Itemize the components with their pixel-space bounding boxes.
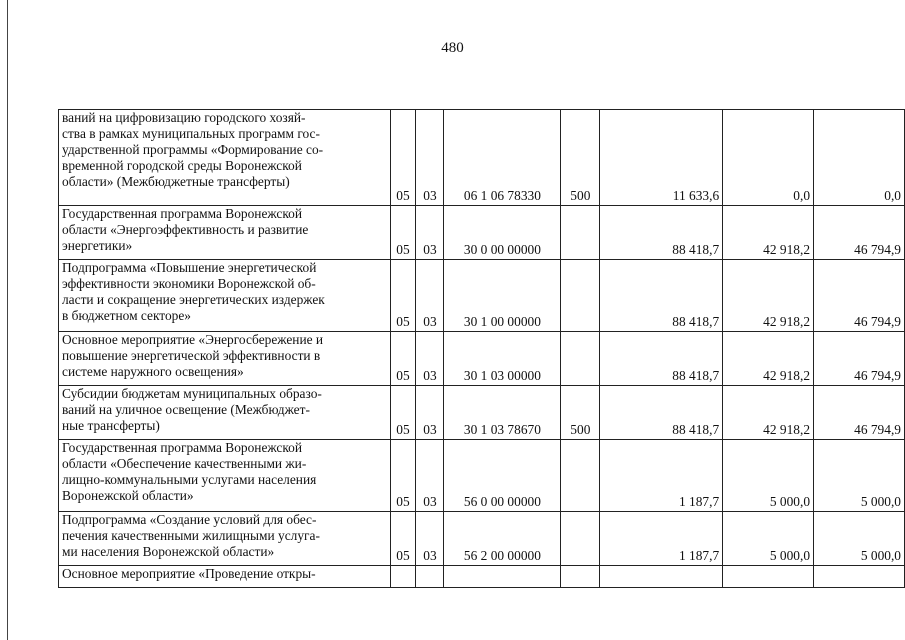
amount-year3-cell: 46 794,9 [814,260,905,332]
table-row [59,260,905,332]
table-row [59,440,905,512]
amount-year1-cell: 88 418,7 [600,332,723,386]
expense-type-code-cell [561,206,600,260]
target-article-code-cell: 30 1 03 78670 [444,386,561,440]
target-article-code-cell: 56 2 00 00000 [444,512,561,566]
amount-year2-cell: 5 000,0 [723,512,814,566]
table-row [59,332,905,386]
section-code-cell: 05 [390,206,416,260]
expense-type-code-cell [561,566,600,588]
row-name-cell: Подпрограмма «Повышение энергетической эффективности экономики Воронежской об- ласти и сокращение энергетических издержек в бюджетном секторе» [59,260,391,332]
amount-year3-cell: 46 794,9 [814,206,905,260]
subsection-code-cell [416,566,444,588]
expense-type-code-cell: 500 [561,110,600,206]
row-name-cell: Основное мероприятие «Энергосбережение и повышение энергетической эффективности в системе наружного освещения» [59,332,391,386]
budget-table-body [59,110,905,588]
amount-year2-cell: 42 918,2 [723,206,814,260]
expense-type-code-cell [561,440,600,512]
amount-year2-cell: 42 918,2 [723,386,814,440]
target-article-code-cell: 30 0 00 00000 [444,206,561,260]
amount-year3-cell: 46 794,9 [814,386,905,440]
subsection-code-cell: 03 [416,260,444,332]
page-number: 480 [441,40,464,56]
target-article-code-cell: 56 0 00 00000 [444,440,561,512]
amount-year2-cell: 0,0 [723,110,814,206]
amount-year2-cell: 42 918,2 [723,260,814,332]
amount-year1-cell: 88 418,7 [600,260,723,332]
row-name-cell: Государственная программа Воронежской области «Обеспечение качественными жи- лищно-коммунальными услугами населения Воронежской области» [59,440,391,512]
table-row [59,110,905,206]
target-article-code-cell: 06 1 06 78330 [444,110,561,206]
expense-type-code-cell [561,260,600,332]
target-article-code-cell: 30 1 03 00000 [444,332,561,386]
section-code-cell: 05 [390,260,416,332]
section-code-cell [390,566,416,588]
amount-year2-cell: 5 000,0 [723,440,814,512]
target-article-code-cell: 30 1 00 00000 [444,260,561,332]
amount-year3-cell: 5 000,0 [814,512,905,566]
section-code-cell: 05 [390,332,416,386]
table-row [59,206,905,260]
subsection-code-cell: 03 [416,110,444,206]
section-code-cell: 05 [390,440,416,512]
amount-year3-cell: 0,0 [814,110,905,206]
expense-type-code-cell: 500 [561,386,600,440]
section-code-cell: 05 [390,386,416,440]
subsection-code-cell: 03 [416,332,444,386]
table-row [59,386,905,440]
amount-year1-cell [600,566,723,588]
amount-year2-cell [723,566,814,588]
target-article-code-cell [444,566,561,588]
amount-year3-cell: 46 794,9 [814,332,905,386]
row-name-cell: Подпрограмма «Создание условий для обес- печения качественными жилищными услуга- ми населения Воронежской области» [59,512,391,566]
subsection-code-cell: 03 [416,512,444,566]
row-name-cell: Государственная программа Воронежской области «Энергоэффективность и развитие энергетики» [59,206,391,260]
budget-table [58,109,905,588]
amount-year3-cell [814,566,905,588]
row-name-cell: Субсидии бюджетам муниципальных образо- ваний на уличное освещение (Межбюджет- ные трансферты) [59,386,391,440]
amount-year3-cell: 5 000,0 [814,440,905,512]
row-name-cell: ваний на цифровизацию городского хозяй- ства в рамках муниципальных программ гос- ударственной программы «Формирование со- временной городской среды Воронежской области» (Межбюджетные трансферты) [59,110,391,206]
expense-type-code-cell [561,512,600,566]
amount-year2-cell: 42 918,2 [723,332,814,386]
row-name-cell: Основное мероприятие «Проведение откры- [59,566,391,588]
subsection-code-cell: 03 [416,386,444,440]
subsection-code-cell: 03 [416,440,444,512]
amount-year1-cell: 1 187,7 [600,440,723,512]
page-edge-rule [7,0,8,640]
amount-year1-cell: 88 418,7 [600,386,723,440]
amount-year1-cell: 1 187,7 [600,512,723,566]
section-code-cell: 05 [390,512,416,566]
section-code-cell: 05 [390,110,416,206]
expense-type-code-cell [561,332,600,386]
subsection-code-cell: 03 [416,206,444,260]
table-row [59,566,905,588]
table-row [59,512,905,566]
amount-year1-cell: 11 633,6 [600,110,723,206]
amount-year1-cell: 88 418,7 [600,206,723,260]
